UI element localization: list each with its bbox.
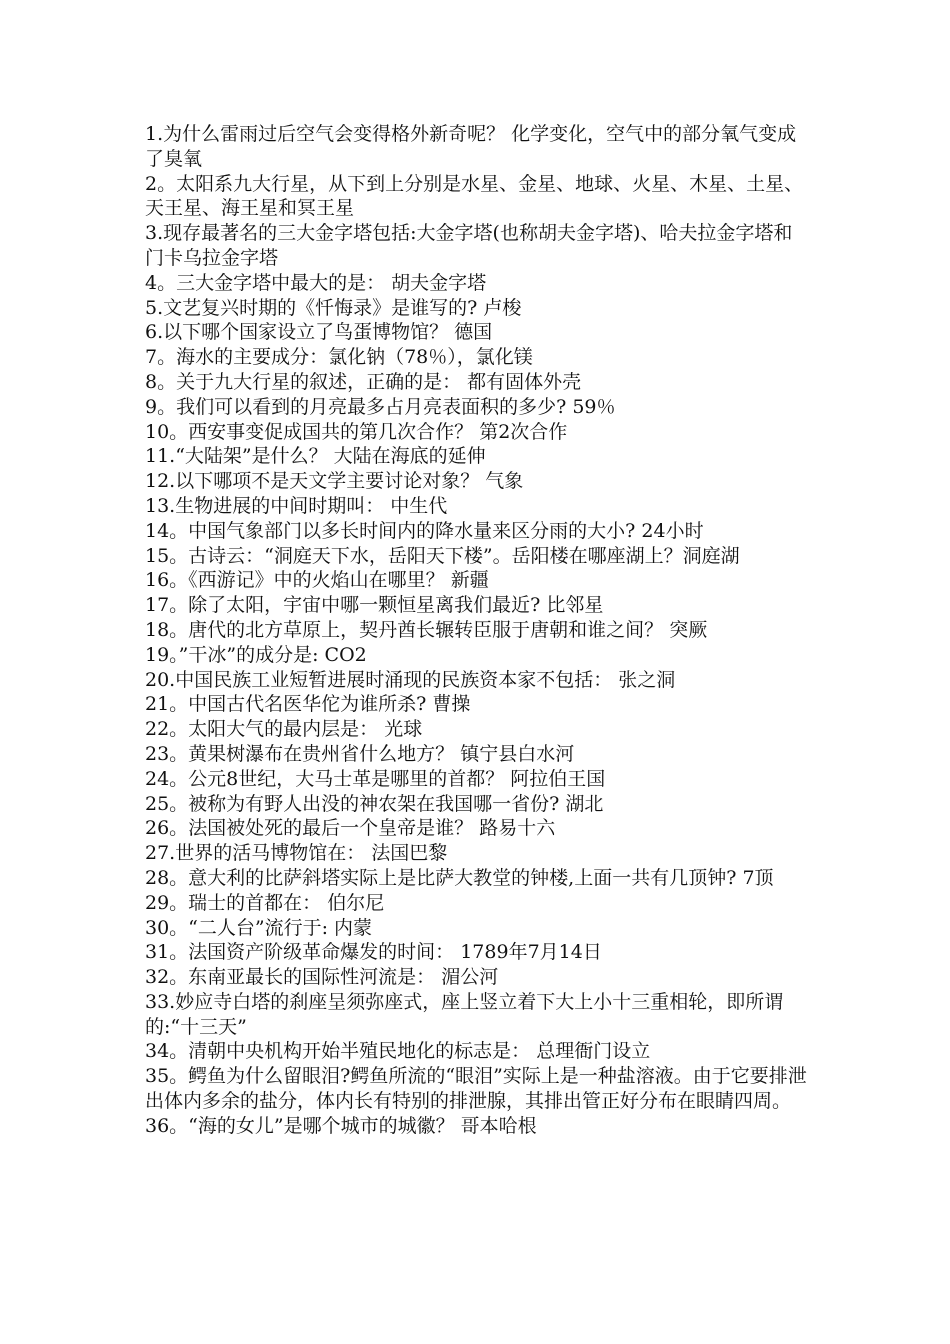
quiz-item: 10。西安事变促成国共的第几次合作？ 第2次合作 xyxy=(145,420,568,443)
quiz-item: 28。意大利的比萨斜塔实际上是比萨大教堂的钟楼,上面一共有几顶钟? 7顶 xyxy=(145,866,774,889)
quiz-item: 29。瑞士的首都在： 伯尔尼 xyxy=(145,891,385,914)
quiz-item: 6.以下哪个国家设立了鸟蛋博物馆？ 德国 xyxy=(145,321,493,344)
quiz-item: 5.文艺复兴时期的《忏悔录》是谁写的? 卢梭 xyxy=(145,296,522,319)
quiz-item: 18。唐代的北方草原上，契丹酋长辗转臣服于唐朝和谁之间？ 突厥 xyxy=(145,618,708,641)
quiz-item: 16。《西游记》中的火焰山在哪里？ 新疆 xyxy=(145,569,489,592)
quiz-item: 19。”干冰”的成分是: CO2 xyxy=(145,643,367,666)
quiz-item: 20.中国民族工业短暂进展时涌现的民族资本家不包括： 张之洞 xyxy=(145,668,676,691)
quiz-item: 34。清朝中央机构开始半殖民地化的标志是： 总理衙门设立 xyxy=(145,1040,651,1063)
quiz-item: 1.为什么雷雨过后空气会变得格外新奇呢？ 化学变化，空气中的部分氧气变成了臭氧 xyxy=(145,123,797,170)
quiz-item: 11.“大陆架”是什么？ 大陆在海底的延伸 xyxy=(145,445,486,468)
quiz-item: 12.以下哪项不是天文学主要讨论对象？ 气象 xyxy=(145,470,524,493)
quiz-item: 8。关于九大行星的叙述，正确的是： 都有固体外壳 xyxy=(145,370,582,393)
quiz-item: 25。被称为有野人出没的神农架在我国哪一省份? 湖北 xyxy=(145,792,604,815)
quiz-item: 14。中国气象部门以多长时间内的降水量来区分雨的大小? 24小时 xyxy=(145,519,704,542)
quiz-item: 21。中国古代名医华佗为谁所杀? 曹操 xyxy=(145,693,471,716)
quiz-item: 4。三大金字塔中最大的是： 胡夫金字塔 xyxy=(145,271,487,294)
quiz-item: 7。海水的主要成分：氯化钠（78％），氯化镁 xyxy=(145,346,533,369)
quiz-item: 36。“海的女儿”是哪个城市的城徽？ 哥本哈根 xyxy=(145,1114,537,1137)
quiz-item: 22。太阳大气的最内层是： 光球 xyxy=(145,718,423,741)
quiz-item: 9。我们可以看到的月亮最多占月亮表面积的多少? 59％ xyxy=(145,395,616,418)
quiz-item: 30。“二人台”流行于: 内蒙 xyxy=(145,916,373,939)
document-body xyxy=(145,122,810,1139)
quiz-item: 27.世界的活马博物馆在： 法国巴黎 xyxy=(145,842,448,865)
quiz-item: 35。鳄鱼为什么留眼泪?鳄鱼所流的“眼泪”实际上是一种盐溶液。由于它要排泄出体内多余的盐分，体内长有特别的排泄腺，其排出管正好分布在眼睛四周。 xyxy=(145,1065,807,1113)
quiz-item: 15。古诗云：“洞庭天下水，岳阳天下楼”。岳阳楼在哪座湖上？洞庭湖 xyxy=(145,544,740,567)
quiz-item: 13.生物进展的中间时期叫： 中生代 xyxy=(145,494,448,517)
quiz-item: 17。除了太阳，宇宙中哪一颗恒星离我们最近? 比邻星 xyxy=(145,594,604,617)
quiz-item: 2。太阳系九大行星，从下到上分别是水星、金星、地球、火星、木星、土星、天王星、海王星和冥王星 xyxy=(145,172,804,220)
quiz-item: 3.现存最著名的三大金字塔包括:大金字塔(也称胡夫金字塔)、哈夫拉金字塔和门卡乌拉金字塔 xyxy=(145,222,793,269)
quiz-item: 24。公元8世纪，大马士革是哪里的首都？ 阿拉伯王国 xyxy=(145,767,606,790)
quiz-item: 33.妙应寺白塔的刹座呈须弥座式，座上竖立着下大上小十三重相轮，即所谓的:“十三天” xyxy=(145,990,784,1038)
quiz-item: 26。法国被处死的最后一个皇帝是谁？ 路易十六 xyxy=(145,817,556,840)
quiz-item: 32。东南亚最长的国际性河流是： 湄公河 xyxy=(145,966,499,989)
quiz-item: 31。法国资产阶级革命爆发的时间： 1789年7月14日 xyxy=(145,941,602,964)
quiz-item: 23。黄果树瀑布在贵州省什么地方？ 镇宁县白水河 xyxy=(145,742,575,765)
